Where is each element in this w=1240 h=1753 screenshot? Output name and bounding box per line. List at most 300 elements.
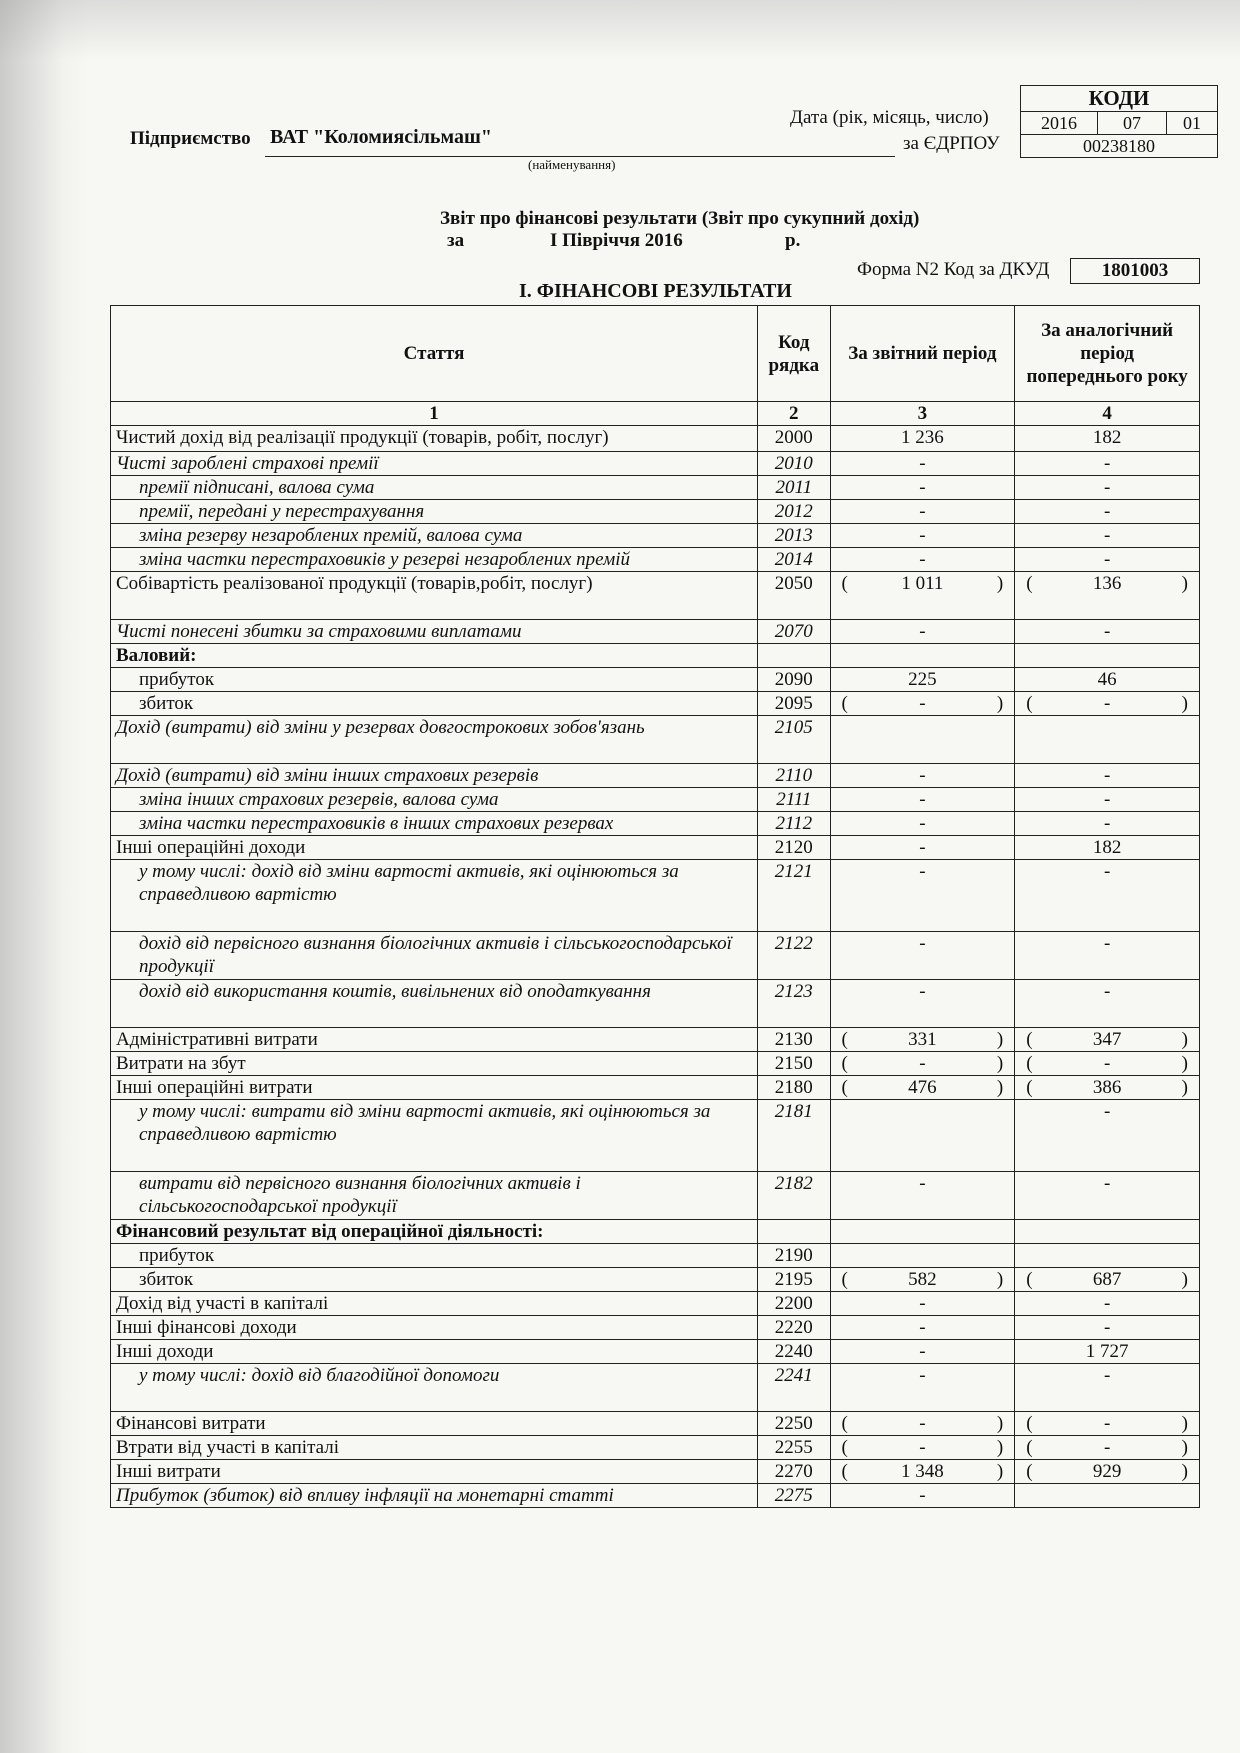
value-text: - (1103, 621, 1111, 642)
current-value (830, 668, 1015, 692)
row-code: 2255 (758, 1436, 830, 1460)
previous-value (1015, 1076, 1200, 1100)
row-label: у тому числі: витрати від зміни вартості активів, які оцінюються за справедливою вартістю (111, 1100, 758, 1172)
value-text: 182 (1092, 837, 1122, 858)
row-label: Інші доходи (111, 1340, 758, 1364)
current-value (830, 1460, 1015, 1484)
value-text: - (919, 453, 926, 474)
close-paren: ) (1181, 1077, 1188, 1098)
table-row (111, 1028, 1200, 1052)
open-paren: ( (1026, 1461, 1033, 1482)
row-code: 2110 (758, 764, 830, 788)
close-paren: ) (996, 1053, 1004, 1074)
row-label: Інші фінансові доходи (111, 1316, 758, 1340)
value-text: - (1103, 477, 1111, 498)
current-value (830, 620, 1015, 644)
row-label: премії підписані, валова сума (111, 476, 758, 500)
current-value (830, 572, 1015, 620)
current-value (830, 932, 1015, 980)
table-row (111, 860, 1200, 932)
previous-value (1015, 644, 1200, 668)
close-paren: ) (996, 1461, 1004, 1482)
value-text: - (1103, 813, 1111, 834)
table-row (111, 426, 1200, 452)
current-value (830, 1340, 1015, 1364)
previous-value (1015, 1052, 1200, 1076)
value-text: - (1103, 1053, 1111, 1074)
date-month: 07 (1098, 112, 1167, 135)
value-text: - (919, 1173, 926, 1194)
open-paren: ( (841, 693, 848, 714)
value-text: 929 (1092, 1461, 1122, 1482)
codes-box (1020, 85, 1218, 158)
table-row (111, 1364, 1200, 1412)
financial-results-table (110, 305, 1200, 1508)
value-text: 1 727 (1085, 1341, 1129, 1362)
previous-value (1015, 426, 1200, 452)
open-paren: ( (841, 1029, 848, 1050)
row-code: 2181 (758, 1100, 830, 1172)
table-row (111, 1340, 1200, 1364)
header-current: За звітний період (830, 306, 1015, 402)
row-label: збиток (111, 692, 758, 716)
value-text: - (1103, 1317, 1111, 1338)
value-text: - (1103, 1413, 1111, 1434)
row-label: дохід від використання коштів, вивільнених від оподаткування (111, 980, 758, 1028)
row-label: зміна резерву незароблених премій, валова сума (111, 524, 758, 548)
value-text: - (919, 1365, 926, 1386)
row-code: 2200 (758, 1292, 830, 1316)
row-code: 2190 (758, 1244, 830, 1268)
value-text: 46 (1097, 669, 1117, 690)
open-paren: ( (841, 1269, 848, 1290)
value-text: - (919, 789, 926, 810)
current-value (830, 836, 1015, 860)
table-row (111, 1220, 1200, 1244)
row-label: витрати від первісного визнання біологічних активів і сільськогосподарської продукції (111, 1172, 758, 1220)
row-label: Інші операційні доходи (111, 836, 758, 860)
edrpou-code: 00238180 (1021, 135, 1218, 158)
table-row (111, 932, 1200, 980)
previous-value (1015, 932, 1200, 980)
current-value (830, 1220, 1015, 1244)
col-number: 4 (1015, 402, 1200, 426)
value-text: - (1103, 453, 1111, 474)
close-paren: ) (1181, 693, 1188, 714)
current-value (830, 1484, 1015, 1508)
row-label: у тому числі: дохід від зміни вартості активів, які оцінюються за справедливою вартістю (111, 860, 758, 932)
row-code: 2270 (758, 1460, 830, 1484)
current-value (830, 476, 1015, 500)
current-value (830, 1268, 1015, 1292)
row-code: 2012 (758, 500, 830, 524)
current-value (830, 692, 1015, 716)
row-code: 2121 (758, 860, 830, 932)
previous-value (1015, 1364, 1200, 1412)
table-row (111, 1412, 1200, 1436)
table-row (111, 836, 1200, 860)
previous-value (1015, 1460, 1200, 1484)
previous-value (1015, 548, 1200, 572)
close-paren: ) (996, 693, 1004, 714)
row-code: 2182 (758, 1172, 830, 1220)
value-text: - (1103, 789, 1111, 810)
current-value (830, 1412, 1015, 1436)
current-value (830, 426, 1015, 452)
table-row (111, 548, 1200, 572)
value-text: - (919, 837, 926, 858)
value-text: - (919, 525, 926, 546)
value-text: 1 011 (901, 573, 944, 594)
row-code: 2010 (758, 452, 830, 476)
value-text: - (919, 621, 926, 642)
table-row (111, 668, 1200, 692)
value-text: - (919, 1485, 926, 1506)
previous-value (1015, 1100, 1200, 1172)
previous-value (1015, 980, 1200, 1028)
current-value (830, 644, 1015, 668)
row-label: Чисті зароблені страхові премії (111, 452, 758, 476)
current-value (830, 524, 1015, 548)
current-value (830, 1292, 1015, 1316)
previous-value (1015, 1436, 1200, 1460)
previous-value (1015, 1268, 1200, 1292)
current-value (830, 1364, 1015, 1412)
row-label: зміна частки перестраховиків у резерві незароблених премій (111, 548, 758, 572)
row-label: прибуток (111, 668, 758, 692)
current-value (830, 1028, 1015, 1052)
row-code: 2095 (758, 692, 830, 716)
value-text: - (1103, 501, 1111, 522)
previous-value (1015, 692, 1200, 716)
row-code: 2105 (758, 716, 830, 764)
value-text: - (1103, 1293, 1111, 1314)
header-article: Стаття (111, 306, 758, 402)
table-row (111, 524, 1200, 548)
row-code: 2195 (758, 1268, 830, 1292)
row-code: 2050 (758, 572, 830, 620)
previous-value (1015, 476, 1200, 500)
previous-value (1015, 1220, 1200, 1244)
value-text: 136 (1092, 573, 1122, 594)
for-label: за (447, 230, 465, 251)
value-text: - (1103, 933, 1111, 954)
current-value (830, 764, 1015, 788)
close-paren: ) (1181, 573, 1188, 594)
value-text: - (919, 981, 926, 1002)
header-code: Код рядка (758, 306, 830, 402)
current-value (830, 812, 1015, 836)
row-code: 2014 (758, 548, 830, 572)
open-paren: ( (1026, 573, 1033, 594)
row-code: 2130 (758, 1028, 830, 1052)
row-code: 2090 (758, 668, 830, 692)
table-row (111, 1292, 1200, 1316)
value-text: - (1103, 1101, 1111, 1122)
value-text: - (1103, 861, 1111, 882)
close-paren: ) (1181, 1029, 1188, 1050)
row-code: 2011 (758, 476, 830, 500)
table-row (111, 1244, 1200, 1268)
row-label: Втрати від участі в капіталі (111, 1436, 758, 1460)
value-text: - (919, 765, 926, 786)
current-value (830, 1172, 1015, 1220)
previous-value (1015, 452, 1200, 476)
report-period: І Півріччя 2016 (550, 230, 683, 251)
row-label: Прибуток (збиток) від впливу інфляції на монетарні статті (111, 1484, 758, 1508)
row-label: Інші витрати (111, 1460, 758, 1484)
row-code: 2250 (758, 1412, 830, 1436)
table-row (111, 788, 1200, 812)
row-code: 2120 (758, 836, 830, 860)
open-paren: ( (1026, 1269, 1033, 1290)
value-text: - (919, 501, 926, 522)
row-label: Фінансові витрати (111, 1412, 758, 1436)
row-code: 2013 (758, 524, 830, 548)
row-label: дохід від первісного визнання біологічних активів і сільськогосподарської продукції (111, 932, 758, 980)
date-day: 01 (1167, 112, 1218, 135)
row-code (758, 644, 830, 668)
close-paren: ) (1181, 1053, 1188, 1074)
table-row (111, 620, 1200, 644)
current-value (830, 1100, 1015, 1172)
close-paren: ) (1181, 1437, 1188, 1458)
value-text: - (919, 1437, 926, 1458)
value-text: 582 (908, 1269, 937, 1290)
previous-value (1015, 572, 1200, 620)
current-value (830, 860, 1015, 932)
value-text: 687 (1092, 1269, 1122, 1290)
row-code: 2240 (758, 1340, 830, 1364)
row-code: 2275 (758, 1484, 830, 1508)
close-paren: ) (1181, 1413, 1188, 1434)
row-code (758, 1220, 830, 1244)
current-value (830, 500, 1015, 524)
row-code: 2122 (758, 932, 830, 980)
table-row (111, 812, 1200, 836)
close-paren: ) (996, 573, 1004, 594)
row-label: у тому числі: дохід від благодійної допомоги (111, 1364, 758, 1412)
value-text: - (919, 1053, 926, 1074)
value-text: - (919, 1317, 926, 1338)
row-label: Витрати на збут (111, 1052, 758, 1076)
table-row (111, 764, 1200, 788)
table-row (111, 476, 1200, 500)
value-text: - (919, 1293, 926, 1314)
value-text: 331 (908, 1029, 937, 1050)
close-paren: ) (996, 1029, 1004, 1050)
table-row (111, 1460, 1200, 1484)
value-text: 476 (908, 1077, 937, 1098)
value-text: - (1103, 1173, 1111, 1194)
table-row (111, 716, 1200, 764)
previous-value (1015, 1340, 1200, 1364)
company-name: ВАТ "Коломиясільмаш" (270, 126, 492, 148)
row-label: Інші операційні витрати (111, 1076, 758, 1100)
value-text: - (1103, 765, 1111, 786)
value-text: - (919, 1341, 926, 1362)
previous-value (1015, 860, 1200, 932)
edrpou-label: за ЄДРПОУ (903, 133, 1000, 154)
value-text: - (1103, 549, 1111, 570)
open-paren: ( (841, 1461, 848, 1482)
value-text: - (919, 933, 926, 954)
previous-value (1015, 1028, 1200, 1052)
value-text: 1 348 (901, 1461, 944, 1482)
row-label: Чисті понесені збитки за страховими виплатами (111, 620, 758, 644)
current-value (830, 1316, 1015, 1340)
row-label: Дохід від участі в капіталі (111, 1292, 758, 1316)
value-text: - (1103, 1365, 1111, 1386)
table-row (111, 1268, 1200, 1292)
value-text: 225 (908, 669, 937, 690)
current-value (830, 452, 1015, 476)
table-row (111, 1484, 1200, 1508)
value-text: - (1103, 981, 1111, 1002)
table-row (111, 500, 1200, 524)
current-value (830, 716, 1015, 764)
current-value (830, 548, 1015, 572)
row-label: Валовий: (111, 644, 758, 668)
row-code: 2123 (758, 980, 830, 1028)
open-paren: ( (841, 573, 848, 594)
row-label: премії, передані у перестрахування (111, 500, 758, 524)
previous-value (1015, 524, 1200, 548)
row-code: 2180 (758, 1076, 830, 1100)
previous-value (1015, 500, 1200, 524)
close-paren: ) (996, 1269, 1004, 1290)
codes-title: КОДИ (1021, 86, 1218, 112)
table-row (111, 1316, 1200, 1340)
table-row (111, 1100, 1200, 1172)
company-label: Підприємство (130, 128, 251, 149)
row-label: Адміністративні витрати (111, 1028, 758, 1052)
open-paren: ( (1026, 1053, 1033, 1074)
previous-value (1015, 668, 1200, 692)
row-label: Чистий дохід від реалізації продукції (товарів, робіт, послуг) (111, 426, 758, 452)
value-text: 1 236 (901, 427, 944, 448)
value-text: 386 (1092, 1077, 1122, 1098)
value-text: - (919, 813, 926, 834)
table-row (111, 644, 1200, 668)
form-label: Форма N2 Код за ДКУД (857, 259, 1050, 280)
dkud-code: 1801003 (1070, 258, 1200, 284)
previous-value (1015, 1412, 1200, 1436)
previous-value (1015, 620, 1200, 644)
row-code: 2111 (758, 788, 830, 812)
value-text: - (919, 861, 926, 882)
previous-value (1015, 1316, 1200, 1340)
name-caption: (найменування) (528, 157, 616, 172)
row-label: зміна інших страхових резервів, валова сума (111, 788, 758, 812)
open-paren: ( (1026, 1029, 1033, 1050)
close-paren: ) (1181, 1461, 1188, 1482)
open-paren: ( (1026, 1413, 1033, 1434)
close-paren: ) (996, 1413, 1004, 1434)
header-previous: За аналогічний період попереднього року (1015, 306, 1200, 402)
previous-value (1015, 788, 1200, 812)
row-code: 2241 (758, 1364, 830, 1412)
table-row (111, 1076, 1200, 1100)
table-row (111, 1172, 1200, 1220)
row-code: 2220 (758, 1316, 830, 1340)
report-title: Звіт про фінансові результати (Звіт про сукупний дохід) (440, 208, 920, 229)
table-row (111, 1052, 1200, 1076)
row-code: 2150 (758, 1052, 830, 1076)
open-paren: ( (841, 1053, 848, 1074)
current-value (830, 1244, 1015, 1268)
value-text: 347 (1092, 1029, 1122, 1050)
previous-value (1015, 716, 1200, 764)
current-value (830, 980, 1015, 1028)
current-value (830, 1052, 1015, 1076)
open-paren: ( (1026, 1437, 1033, 1458)
open-paren: ( (1026, 693, 1033, 714)
row-label: прибуток (111, 1244, 758, 1268)
value-text: 182 (1092, 427, 1122, 448)
value-text: - (919, 693, 926, 714)
value-text: - (919, 1413, 926, 1434)
value-text: - (1103, 1437, 1111, 1458)
value-text: - (1103, 693, 1111, 714)
scan-shadow-left (0, 0, 90, 1753)
row-label: Дохід (витрати) від зміни інших страхових резервів (111, 764, 758, 788)
close-paren: ) (996, 1077, 1004, 1098)
table-row (111, 572, 1200, 620)
row-code: 2070 (758, 620, 830, 644)
current-value (830, 1076, 1015, 1100)
row-label: Фінансовий результат від операційної діяльності: (111, 1220, 758, 1244)
row-label: збиток (111, 1268, 758, 1292)
previous-value (1015, 1292, 1200, 1316)
row-label: зміна частки перестраховиків в інших страхових резервах (111, 812, 758, 836)
previous-value (1015, 812, 1200, 836)
date-label: Дата (рік, місяць, число) (790, 107, 989, 128)
current-value (830, 788, 1015, 812)
open-paren: ( (841, 1413, 848, 1434)
table-row (111, 1436, 1200, 1460)
close-paren: ) (1181, 1269, 1188, 1290)
previous-value (1015, 764, 1200, 788)
close-paren: ) (996, 1437, 1004, 1458)
row-label: Дохід (витрати) від зміни у резервах довгострокових зобов'язань (111, 716, 758, 764)
current-value (830, 1436, 1015, 1460)
year-suffix: р. (785, 230, 801, 251)
col-number: 2 (758, 402, 830, 426)
open-paren: ( (1026, 1077, 1033, 1098)
row-label: Собівартість реалізованої продукції (товарів,робіт, послуг) (111, 572, 758, 620)
open-paren: ( (841, 1077, 848, 1098)
col-number: 3 (830, 402, 1015, 426)
table-row (111, 692, 1200, 716)
row-code: 2000 (758, 426, 830, 452)
section-title: І. ФІНАНСОВІ РЕЗУЛЬТАТИ (519, 280, 792, 302)
previous-value (1015, 836, 1200, 860)
scan-shadow-top (0, 0, 1240, 60)
col-number: 1 (111, 402, 758, 426)
value-text: - (1103, 525, 1111, 546)
table-row (111, 452, 1200, 476)
previous-value (1015, 1484, 1200, 1508)
date-year: 2016 (1021, 112, 1098, 135)
value-text: - (919, 477, 926, 498)
value-text: - (919, 549, 926, 570)
table-row (111, 980, 1200, 1028)
previous-value (1015, 1244, 1200, 1268)
previous-value (1015, 1172, 1200, 1220)
open-paren: ( (841, 1437, 848, 1458)
row-code: 2112 (758, 812, 830, 836)
